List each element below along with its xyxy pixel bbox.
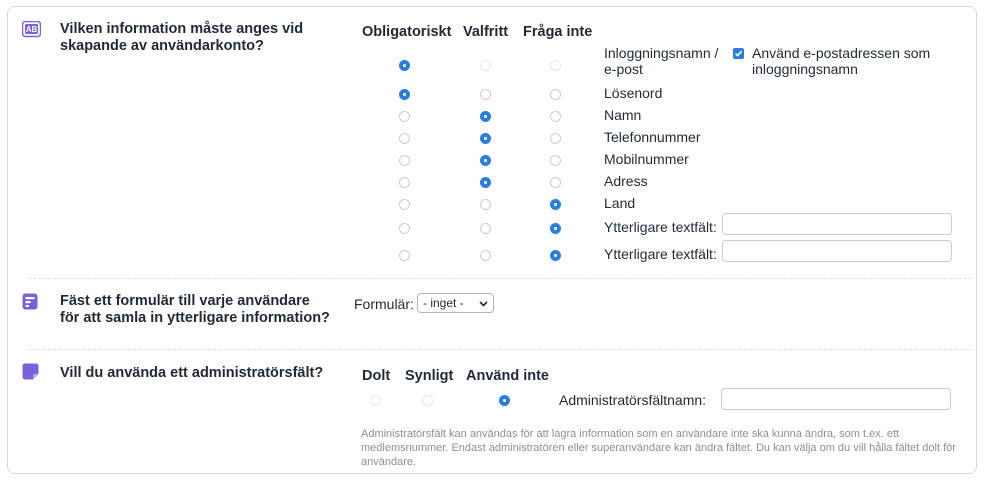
extra-text-field-input-2[interactable] — [722, 240, 952, 262]
radio-row1-col0[interactable] — [399, 89, 410, 100]
column-header-hidden: Dolt — [362, 368, 391, 384]
field-label-row4: Mobilnummer — [604, 151, 689, 167]
section-divider — [28, 278, 972, 279]
user-account-settings-card — [7, 6, 977, 474]
radio-row8-col1[interactable] — [480, 250, 491, 261]
section-title-attach-form: Fäst ett formulär till varje användare för att samla in ytterligare information? — [60, 293, 330, 326]
radio-row0-col1[interactable] — [480, 60, 491, 71]
column-header-required: Obligatoriskt — [362, 24, 452, 40]
radio-row6-col0[interactable] — [399, 199, 410, 210]
section-title-required-info: Vilken information måste anges vid skapande av användarkonto? — [60, 21, 304, 54]
admin-field-name-input[interactable] — [721, 388, 951, 410]
radio-row3-col0[interactable] — [399, 133, 410, 144]
radio-row0-col2[interactable] — [550, 60, 561, 71]
radio-row8-col2[interactable] — [550, 250, 561, 261]
admin-field-hidden-radio[interactable] — [370, 395, 381, 406]
field-label-row0: Inloggningsnamn / — [604, 45, 719, 61]
radio-row4-col2[interactable] — [550, 155, 561, 166]
column-header-dont-use: Använd inte — [466, 368, 549, 384]
column-header-visible: Synligt — [405, 368, 454, 384]
svg-text:AB: AB — [25, 25, 38, 35]
field-label-row3: Telefonnummer — [604, 129, 701, 145]
field-label-row6: Land — [604, 195, 636, 211]
radio-row2-col1[interactable] — [480, 111, 491, 122]
use-email-as-username-checkbox[interactable] — [733, 48, 744, 59]
section-divider — [28, 349, 972, 350]
radio-row5-col0[interactable] — [399, 177, 410, 188]
form-label: Formulär: — [354, 296, 414, 312]
admin-field-name-label: Administratörsfältnamn: — [559, 392, 707, 408]
admin-field-visible-radio[interactable] — [422, 395, 433, 406]
form-select-value: - inget - — [423, 296, 464, 310]
extra-text-field-input-1[interactable] — [722, 213, 952, 235]
section-title-admin-field: Vill du använda ett administratörsfält? — [60, 365, 324, 381]
column-header-dont-ask: Fråga inte — [523, 24, 593, 40]
radio-row5-col1[interactable] — [480, 177, 491, 188]
radio-row7-col2[interactable] — [550, 223, 561, 234]
column-header-optional: Valfritt — [463, 24, 509, 40]
radio-row6-col1[interactable] — [480, 199, 491, 210]
radio-row1-col2[interactable] — [550, 89, 561, 100]
radio-row3-col2[interactable] — [550, 133, 561, 144]
field-label-row7: Ytterligare textfält: — [604, 219, 717, 235]
field-label-row2: Namn — [604, 107, 642, 123]
use-email-label-line1: Använd e-postadressen som — [752, 45, 931, 61]
chevron-down-icon — [479, 297, 488, 311]
radio-row5-col2[interactable] — [550, 177, 561, 188]
radio-row7-col1[interactable] — [480, 223, 491, 234]
radio-row0-col0[interactable] — [399, 60, 410, 71]
note-icon — [22, 363, 41, 380]
admin-field-help-text: Administratörsfält kan användas för att lagra information som en användare inte ska kunna ändra, som t.ex. ett medlemsnummer. Endast administratören eller superanvändare kan ändra fältet. Du kan välja om du vill hålla fältet dolt för användare. — [361, 428, 956, 468]
field-label-row1: Lösenord — [604, 85, 663, 101]
radio-row8-col0[interactable] — [399, 250, 410, 261]
radio-row6-col2[interactable] — [550, 199, 561, 210]
radio-row2-col0[interactable] — [399, 111, 410, 122]
admin-field-dont-use-radio[interactable] — [499, 395, 510, 406]
radio-row4-col0[interactable] — [399, 155, 410, 166]
form-icon — [22, 293, 41, 310]
form-select[interactable] — [417, 293, 494, 313]
radio-row3-col1[interactable] — [480, 133, 491, 144]
radio-row2-col2[interactable] — [550, 111, 561, 122]
radio-row4-col1[interactable] — [480, 155, 491, 166]
field-label-row8: Ytterligare textfält: — [604, 246, 717, 262]
radio-row7-col0[interactable] — [399, 223, 410, 234]
field-label-row5: Adress — [604, 173, 648, 189]
ab-form-icon — [22, 21, 41, 38]
radio-row1-col1[interactable] — [480, 89, 491, 100]
field-label-row0-line2: e-post — [604, 61, 643, 77]
use-email-label-line2: inloggningsnamn — [752, 61, 858, 77]
